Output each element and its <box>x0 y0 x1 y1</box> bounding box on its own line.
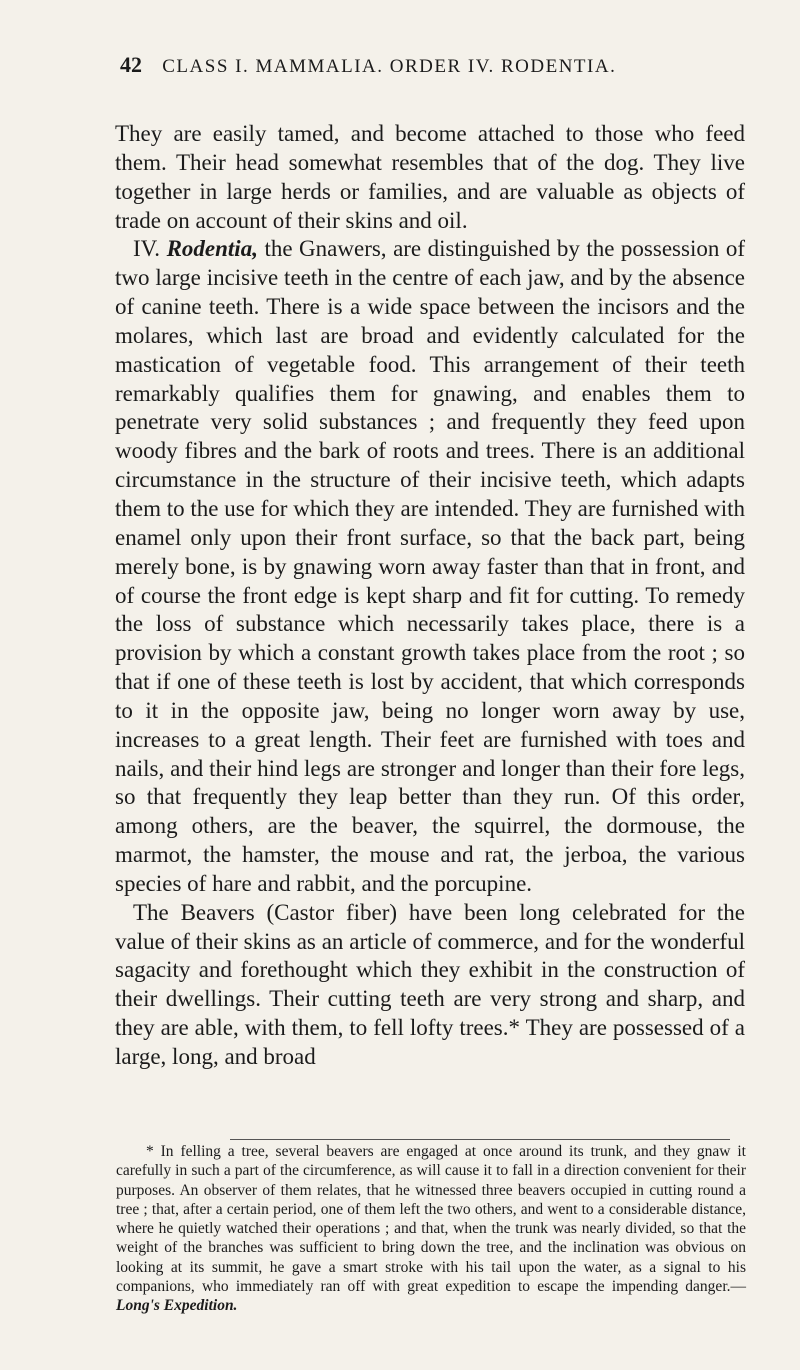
running-head <box>120 52 740 78</box>
order-name: Rodentia, <box>166 236 258 262</box>
footnote-text: * In felling a tree, several beavers are engaged at once around its trunk, and they gnaw it carefully in such a part of the circumference, as will cause it to fall in a direction convenient for their purposes. An observer of them relates, that he witnessed three beavers occupied in cutting round a tree ; that, after a certain period, one of them left the two others, and went to a considerable distance, where he quietly watched their operations ; and that, when the trunk was nearly divided, so that the weight of the branches was sufficient to bring down the tree, and the inclination was obvious on looking at its summit, he gave a smart stroke with his tail upon the water, as a signal to his companions, who immediately ran off with great expedition to escape the impending danger.— <box>116 1143 746 1296</box>
paragraph-1: They are easily tamed, and become attached to those who feed them. Their head somewhat resembles that of the dog. They live together in large herds or families, and are valuable as objects of trade on account of their skins and oil. <box>115 121 745 233</box>
paragraph-2-text: the Gnawers, are distinguished by the possession of two large incisive teeth in the centre of each jaw, and by the absence of canine teeth. There is a wide space between the incisors and the molares, which last are broad and evidently calculated for the mastication of vegetable food. This arrangement of their teeth remarkably qualifies them for gnawing, and enables them to penetrate very solid substances ; and frequently they feed upon woody fibres and the bark of roots and trees. There is an additional circumstance in the structure of their incisive teeth, which adapts them to the use for which they are intended. They are furnished with enamel only upon their front surface, so that the back part, being merely bone, is by gnawing worn away faster than that in front, and of course the front edge is kept sharp and fit for cutting. To remedy the loss of substance which necessarily takes place, there is a provision by which a constant growth takes place from the root ; so that if one of these teeth is lost by accident, that which corresponds to it in the opposite jaw, being no longer worn away by use, increases to a great length. Their feet are furnished with toes and nails, and their hind legs are stronger and longer than their fore legs, so that frequently they leap better than they run. Of this order, among others, are the beaver, the squirrel, the dormouse, the marmot, the hamster, the mouse and rat, the jerboa, the various species of hare and rabbit, and the porcupine. <box>115 236 745 896</box>
running-title: CLASS I. MAMMALIA. ORDER IV. RODENTIA. <box>162 56 617 77</box>
body-text <box>115 120 745 1072</box>
order-number: IV. <box>133 236 161 262</box>
paragraph-3: The Beavers (Castor fiber) have been long celebrated for the value of their skins as an article of commerce, and for the wonderful sagacity and forethought which they exhibit in the construction of their dwellings. Their cutting teeth are very strong and sharp, and they are able, with them, to fell lofty trees.* They are possessed of a large, long, and broad <box>115 899 745 1069</box>
footnote <box>116 1142 746 1316</box>
page-number: 42 <box>120 52 142 77</box>
footnote-source: Long's Expedition. <box>116 1297 238 1315</box>
footnote-rule <box>230 1139 730 1140</box>
paragraph-2 <box>115 235 745 898</box>
